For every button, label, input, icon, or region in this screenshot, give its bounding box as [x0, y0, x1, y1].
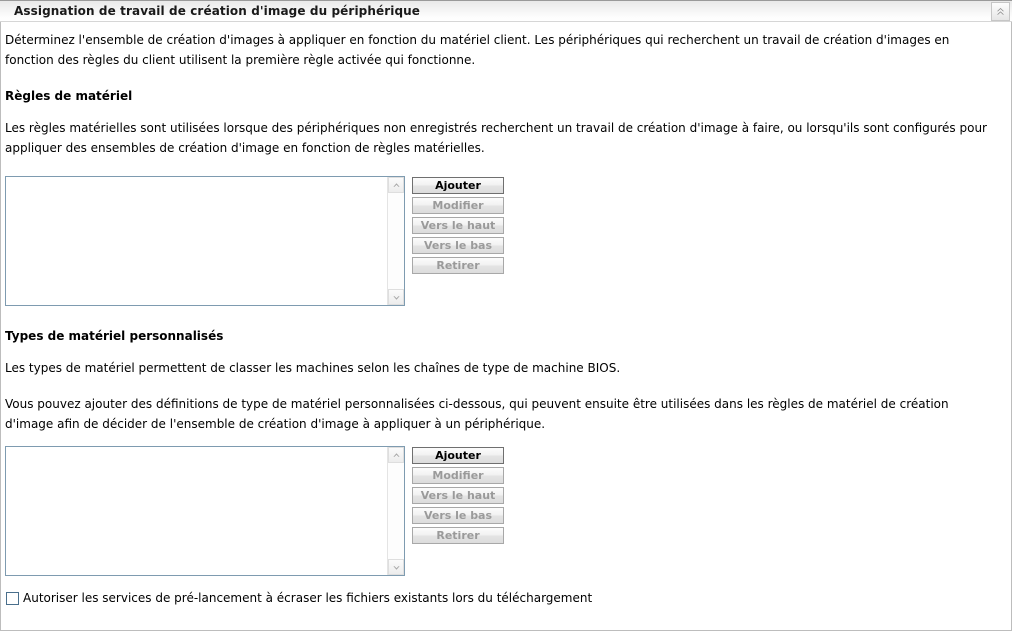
- scroll-down-button[interactable]: [388, 559, 404, 575]
- hardware-rules-heading: Règles de matériel: [5, 89, 133, 103]
- hardware-rules-scrollbar[interactable]: [387, 177, 404, 305]
- hardware-rules-edit-button[interactable]: Modifier: [412, 197, 504, 214]
- chevron-down-icon: [392, 293, 401, 302]
- chevron-down-icon: [392, 563, 401, 572]
- hardware-rules-list-area[interactable]: [6, 177, 387, 305]
- panel-bottom-divider: [1, 630, 1011, 631]
- custom-hardware-types-scrollbar[interactable]: [387, 447, 404, 575]
- custom-hardware-types-add-button[interactable]: Ajouter: [412, 447, 504, 464]
- hardware-rules-description: Les règles matérielles sont utilisées lorsque des périphériques non enregistrés recherchent un travail de création d'image à faire, ou lorsqu'ils sont configurés pour appliquer des ensembles de création d'image en fonction de règles matérielles.: [5, 121, 987, 155]
- chevron-up-icon: [392, 181, 401, 190]
- scroll-up-button[interactable]: [388, 177, 404, 193]
- custom-hardware-types-listbox[interactable]: [5, 446, 405, 576]
- custom-hardware-types-list-area[interactable]: [6, 447, 387, 575]
- scroll-down-button[interactable]: [388, 289, 404, 305]
- overwrite-option-row: [1, 588, 1011, 608]
- hardware-rules-button-column: [412, 176, 504, 277]
- scrollbar-track[interactable]: [388, 193, 404, 289]
- panel-content: [0, 22, 1012, 631]
- scroll-up-button[interactable]: [388, 447, 404, 463]
- custom-hardware-types-button-column: [412, 446, 504, 547]
- custom-hardware-types-heading: Types de matériel personnalisés: [5, 329, 224, 343]
- custom-hardware-types-description-2: Vous pouvez ajouter des définitions de type de matériel personnalisées ci-dessous, qui peuvent ensuite être utilisées dans les règles de matériel de création d'image afin de décider de l'ensemble de création d'image à appliquer à un périphérique.: [5, 397, 949, 431]
- custom-hardware-types-row: [1, 446, 1011, 576]
- overwrite-existing-files-label[interactable]: Autoriser les services de pré-lancement à écraser les fichiers existants lors du téléchargement: [23, 591, 593, 605]
- collapse-panel-button[interactable]: [991, 2, 1010, 21]
- hardware-rules-add-button[interactable]: Ajouter: [412, 177, 504, 194]
- panel-titlebar: [0, 0, 1012, 22]
- custom-hardware-types-move-up-button[interactable]: Vers le haut: [412, 487, 504, 504]
- hardware-rules-listbox[interactable]: [5, 176, 405, 306]
- custom-hardware-types-move-down-button[interactable]: Vers le bas: [412, 507, 504, 524]
- custom-hardware-types-description-1: Les types de matériel permettent de classer les machines selon les chaînes de type de machine BIOS.: [5, 361, 621, 375]
- custom-hardware-types-edit-button[interactable]: Modifier: [412, 467, 504, 484]
- intro-paragraph: Déterminez l'ensemble de création d'images à appliquer en fonction du matériel client. Les périphériques qui recherchent un travail de création d'images en fonction des règles du client utilisent la première règle activée qui fonctionne.: [5, 33, 950, 67]
- page-title: Assignation de travail de création d'image du périphérique: [14, 4, 421, 18]
- hardware-rules-move-up-button[interactable]: Vers le haut: [412, 217, 504, 234]
- overwrite-existing-files-checkbox[interactable]: [6, 592, 19, 605]
- double-chevron-up-icon: [995, 6, 1006, 17]
- custom-hardware-types-remove-button[interactable]: Retirer: [412, 527, 504, 544]
- chevron-up-icon: [392, 451, 401, 460]
- hardware-rules-row: [1, 176, 1011, 306]
- scrollbar-track[interactable]: [388, 463, 404, 559]
- hardware-rules-remove-button[interactable]: Retirer: [412, 257, 504, 274]
- hardware-rules-move-down-button[interactable]: Vers le bas: [412, 237, 504, 254]
